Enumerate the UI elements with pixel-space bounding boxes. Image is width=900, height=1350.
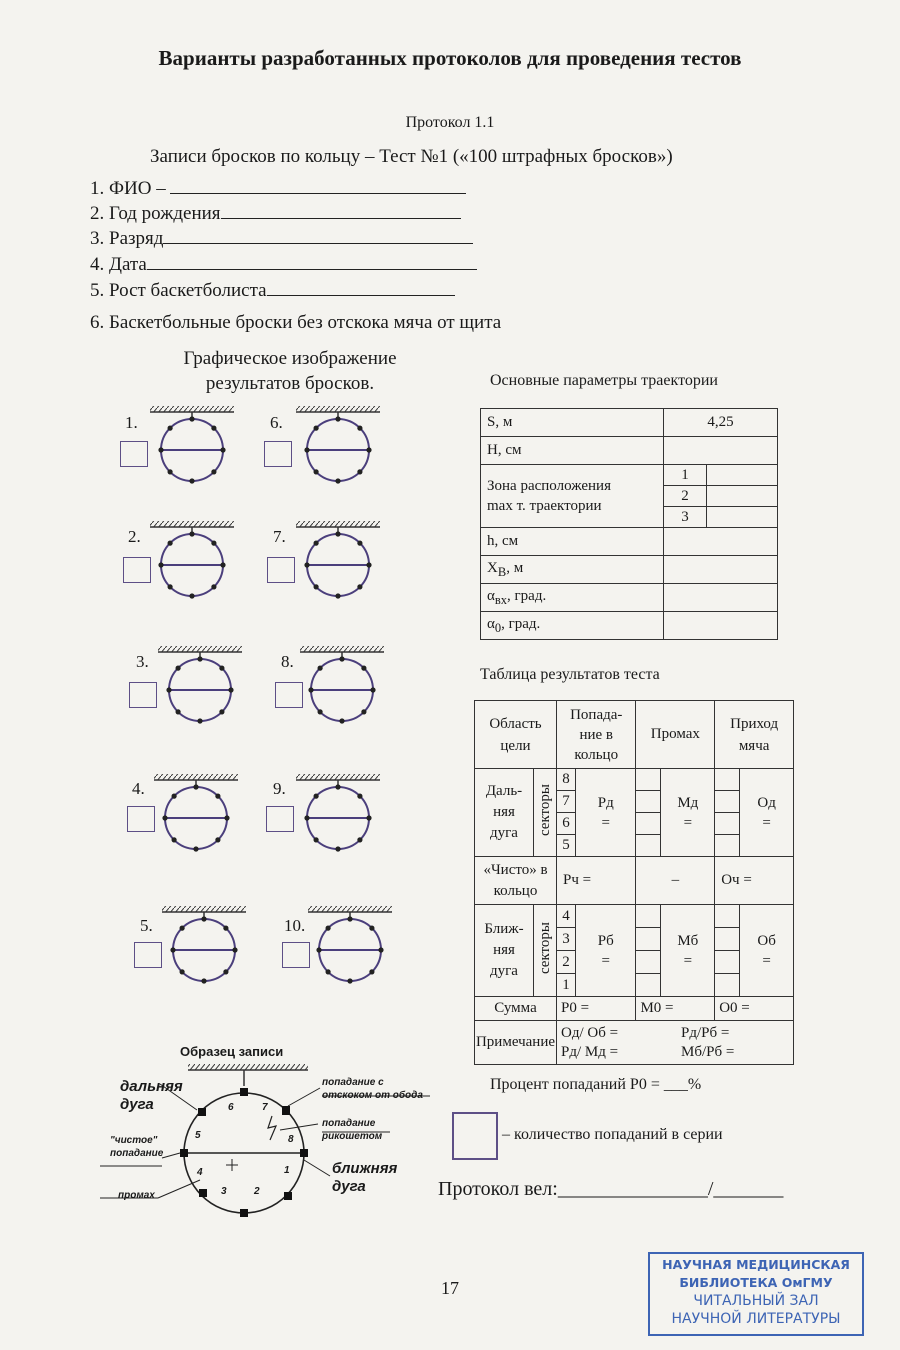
miss-near-1[interactable]	[636, 974, 661, 997]
near-arc-line1: Ближ-	[484, 921, 524, 937]
near-arc-label	[475, 905, 534, 997]
sample-near-arc-2: дуга	[332, 1178, 366, 1195]
sample-digit-4: 4	[197, 1167, 203, 1178]
zone-2: 2	[664, 486, 707, 507]
far-arc-label	[475, 769, 534, 857]
h-label: H, см	[481, 437, 664, 465]
xb-value[interactable]	[664, 556, 778, 584]
sector-1: 1	[557, 974, 576, 997]
m-far[interactable]	[661, 769, 715, 857]
p-far-eq: =	[601, 814, 610, 831]
params-title: Основные параметры траектории	[490, 372, 718, 389]
come-near-3[interactable]	[715, 928, 740, 951]
s-value[interactable]: 4,25	[664, 409, 778, 437]
hit-count-box-3[interactable]	[129, 682, 157, 708]
sector-7: 7	[557, 791, 576, 813]
xb-label	[481, 556, 664, 584]
col-miss: Промах	[636, 701, 715, 769]
miss-far-6[interactable]	[636, 813, 661, 835]
field-date-label: 4. Дата	[90, 254, 147, 275]
test-subtitle: Записи бросков по кольцу – Тест №1 («100 штрафных бросков»)	[150, 146, 673, 167]
sample-rim	[322, 1076, 423, 1102]
hh-value[interactable]	[664, 528, 778, 556]
come-far-8[interactable]	[715, 769, 740, 791]
come-far-7[interactable]	[715, 791, 740, 813]
sample-digit-7: 7	[262, 1102, 268, 1113]
stamp-line3: ЧИТАЛЬНЫЙ ЗАЛ	[693, 1293, 819, 1309]
far-arc-line1: Даль-	[485, 783, 523, 799]
sample-far-arc-2: дуга	[120, 1096, 154, 1113]
throws-label: 6. Баскетбольные броски без отскока мяча от щита	[90, 312, 502, 333]
p0-cell[interactable]: P0 =	[557, 997, 636, 1021]
p-far[interactable]	[576, 769, 636, 857]
s-label: S, м	[481, 409, 664, 437]
hh-label: h, см	[481, 528, 664, 556]
ring-8	[300, 646, 384, 724]
zone-label	[481, 465, 664, 528]
hit-count-box-6[interactable]	[264, 441, 292, 467]
diagram-number-9: 9.	[273, 779, 286, 798]
ring-3	[158, 646, 242, 724]
col-area	[475, 701, 557, 769]
a0-sub: 0	[494, 620, 502, 635]
sample-digit-5: 5	[195, 1130, 201, 1141]
sample-far-arc	[120, 1078, 183, 1114]
ring-2	[150, 521, 234, 599]
col-hit	[557, 701, 636, 769]
sample-rim-1: попадание с	[322, 1077, 384, 1088]
sample-near-arc	[332, 1160, 397, 1196]
note-r1-a: Oд/ Oб =	[561, 1024, 619, 1041]
note-row-1	[561, 1024, 793, 1043]
a-in-value[interactable]	[664, 584, 778, 612]
xb-unit: , м	[506, 559, 524, 576]
col-hit-line2: ние в	[579, 726, 613, 743]
p-near-eq: =	[601, 952, 610, 969]
a0-unit: , град.	[501, 615, 541, 632]
sample-clean-1: "чистое"	[110, 1135, 158, 1146]
come-far-5[interactable]	[715, 835, 740, 857]
stamp-line4: НАУЧНОЙ ЛИТЕРАТУРЫ	[671, 1311, 841, 1327]
hit-count-box-8[interactable]	[275, 682, 303, 708]
ring-4	[154, 774, 238, 852]
far-arc-line2: няя	[493, 804, 515, 820]
clean-line2: кольцо	[493, 882, 538, 899]
diagram-number-6: 6.	[270, 413, 283, 432]
sum-label: Сумма	[475, 997, 557, 1021]
note-r2-b: Mб/Pб =	[681, 1043, 735, 1060]
zone-label-line1: Зона расположения	[487, 478, 611, 494]
col-hit-line3: кольцо	[574, 746, 619, 763]
results-title: Таблица результатов теста	[480, 666, 660, 683]
diagram-number-7: 7.	[273, 527, 286, 546]
sample-clean	[110, 1134, 163, 1160]
field-fio-label: 1. ФИО –	[90, 178, 166, 199]
field-year-label: 2. Год рождения	[90, 203, 221, 224]
ring-7	[296, 521, 380, 599]
diagram-number-1: 1.	[125, 413, 138, 432]
col-area-line2: цели	[500, 737, 531, 754]
note-row-2	[561, 1043, 793, 1062]
m-near[interactable]	[661, 905, 715, 997]
zone-1: 1	[664, 465, 707, 486]
graph-caption-line1: Графическое изображение	[183, 348, 397, 369]
ring-1	[150, 406, 234, 484]
sector-8: 8	[557, 769, 576, 791]
zone-2-value[interactable]	[707, 486, 778, 507]
sector-6: 6	[557, 813, 576, 835]
diagram-number-2: 2.	[128, 527, 141, 546]
results-table	[474, 700, 794, 1065]
m-far-label: Mд	[677, 794, 699, 811]
col-come-line2: мяча	[738, 737, 770, 754]
library-stamp	[648, 1252, 864, 1336]
o-far-eq: =	[762, 814, 771, 831]
col-area-line1: Область	[489, 715, 542, 732]
ring-10	[308, 906, 392, 984]
o-near-eq: =	[762, 952, 771, 969]
col-come	[715, 701, 794, 769]
near-sectors-label	[534, 905, 557, 997]
o-near[interactable]	[740, 905, 794, 997]
sector-3: 3	[557, 928, 576, 951]
xb-sub: B	[497, 564, 507, 579]
a-in-sub: вх	[494, 592, 508, 607]
sample-title: Образец записи	[180, 1044, 284, 1059]
ring-5	[162, 906, 246, 984]
sample-digit-3: 3	[221, 1186, 227, 1197]
o-far-label: Oд	[757, 794, 776, 811]
sample-near-arc-1: ближняя	[332, 1160, 398, 1177]
stamp-line1: НАУЧНАЯ МЕДИЦИНСКАЯ	[662, 1257, 850, 1272]
sample-ric-2: рикошетом	[322, 1131, 383, 1142]
a0-symbol: α	[487, 615, 495, 632]
zone-3-value[interactable]	[707, 507, 778, 528]
far-arc-line3: дуга	[490, 825, 518, 841]
hit-count-box-1[interactable]	[120, 441, 148, 467]
m-near-label: Mб	[677, 932, 699, 949]
graph-caption-line2: результатов бросков.	[205, 373, 375, 394]
near-arc-line2: няя	[493, 942, 515, 958]
m-far-eq: =	[683, 814, 693, 831]
col-hit-line1: Попада-	[570, 706, 623, 723]
a-in-label	[481, 584, 664, 612]
hit-count-box-4[interactable]	[127, 806, 155, 832]
miss-far-5[interactable]	[636, 835, 661, 857]
o0-cell[interactable]: O0 =	[715, 997, 794, 1021]
sample-far-arc-1: дальняя	[120, 1078, 183, 1095]
ring-diagrams	[0, 0, 460, 1010]
miss-near-3[interactable]	[636, 928, 661, 951]
sample-ricochet	[322, 1117, 382, 1143]
o-clean[interactable]: Oч =	[715, 857, 794, 905]
params-table	[480, 408, 778, 640]
come-near-4[interactable]	[715, 905, 740, 928]
p-near-label: Pб	[597, 932, 614, 949]
miss-far-7[interactable]	[636, 791, 661, 813]
note-label: Примечание	[475, 1021, 557, 1065]
protocol-kept-by: Протокол вел:_______________/_______	[438, 1178, 784, 1200]
a0-value[interactable]	[664, 612, 778, 640]
m0-cell[interactable]: M0 =	[636, 997, 715, 1021]
col-come-line1: Приход	[730, 715, 779, 732]
clean-line1: «Чисто» в	[483, 861, 548, 878]
hit-count-box-9[interactable]	[266, 806, 294, 832]
sector-2: 2	[557, 951, 576, 974]
far-sectors-text: секторы	[536, 783, 553, 837]
clean-label	[475, 857, 557, 905]
sample-digit-2: 2	[254, 1186, 260, 1197]
diagram-number-5: 5.	[140, 916, 153, 935]
sector-5: 5	[557, 835, 576, 857]
note-r1-b: Pд/Pб =	[681, 1024, 730, 1041]
miss-near-4[interactable]	[636, 905, 661, 928]
sample-rim-2: отскоком от обода	[322, 1090, 423, 1101]
note-r2-a: Pд/ Mд =	[561, 1043, 619, 1060]
hit-count-box-5[interactable]	[134, 942, 162, 968]
o-near-label: Oб	[757, 932, 776, 949]
sample-clean-2: попадание	[110, 1148, 164, 1159]
page-title: Варианты разработанных протоколов для проведения тестов	[158, 46, 742, 70]
sector-4: 4	[557, 905, 576, 928]
page-number: 17	[441, 1278, 459, 1298]
sample-digit-1: 1	[284, 1165, 290, 1176]
sample-digit-6: 6	[228, 1102, 234, 1113]
diagram-number-8: 8.	[281, 652, 294, 671]
stamp-line2: БИБЛИОТЕКА ОмГМУ	[679, 1275, 833, 1290]
ring-9	[296, 774, 380, 852]
zone-3: 3	[664, 507, 707, 528]
zone-1-value[interactable]	[707, 465, 778, 486]
hit-count-box-7[interactable]	[267, 557, 295, 583]
a-in-symbol: α	[487, 587, 495, 604]
come-far-6[interactable]	[715, 813, 740, 835]
near-arc-line3: дуга	[490, 963, 518, 979]
p-far-label: Pд	[597, 794, 614, 811]
sample-ric-1: попадание	[322, 1118, 376, 1129]
a-in-unit: , град.	[507, 587, 547, 604]
xb-symbol: X	[487, 559, 498, 576]
a0-label	[481, 612, 664, 640]
sample-miss: промах	[118, 1190, 155, 1201]
far-sectors-label	[534, 769, 557, 857]
o-far[interactable]	[740, 769, 794, 857]
hit-count-box-2[interactable]	[123, 557, 151, 583]
field-rank-label: 3. Разряд	[90, 228, 164, 249]
percent-hits: Процент попаданий P0 = ___%	[490, 1076, 702, 1093]
p-clean[interactable]: Pч =	[557, 857, 636, 905]
ring-6	[296, 406, 380, 484]
miss-near-2[interactable]	[636, 951, 661, 974]
legend-text: – количество попаданий в серии	[502, 1126, 723, 1143]
near-sectors-text: секторы	[536, 921, 553, 975]
come-near-1[interactable]	[715, 974, 740, 997]
h-value[interactable]	[664, 437, 778, 465]
miss-far-8[interactable]	[636, 769, 661, 791]
come-near-2[interactable]	[715, 951, 740, 974]
sample-digit-8: 8	[288, 1134, 294, 1145]
p-near[interactable]	[576, 905, 636, 997]
m-near-eq: =	[683, 952, 693, 969]
diagram-number-3: 3.	[136, 652, 149, 671]
note-content[interactable]	[557, 1021, 794, 1065]
m-clean: –	[636, 857, 715, 905]
hit-count-box-10[interactable]	[282, 942, 310, 968]
diagram-number-4: 4.	[132, 779, 145, 798]
legend-box	[452, 1112, 498, 1160]
protocol-label: Протокол 1.1	[405, 114, 495, 131]
field-height-label: 5. Рост баскетболиста	[90, 280, 267, 301]
diagram-number-10: 10.	[284, 916, 306, 935]
zone-label-line2: max т. траектории	[487, 498, 602, 514]
